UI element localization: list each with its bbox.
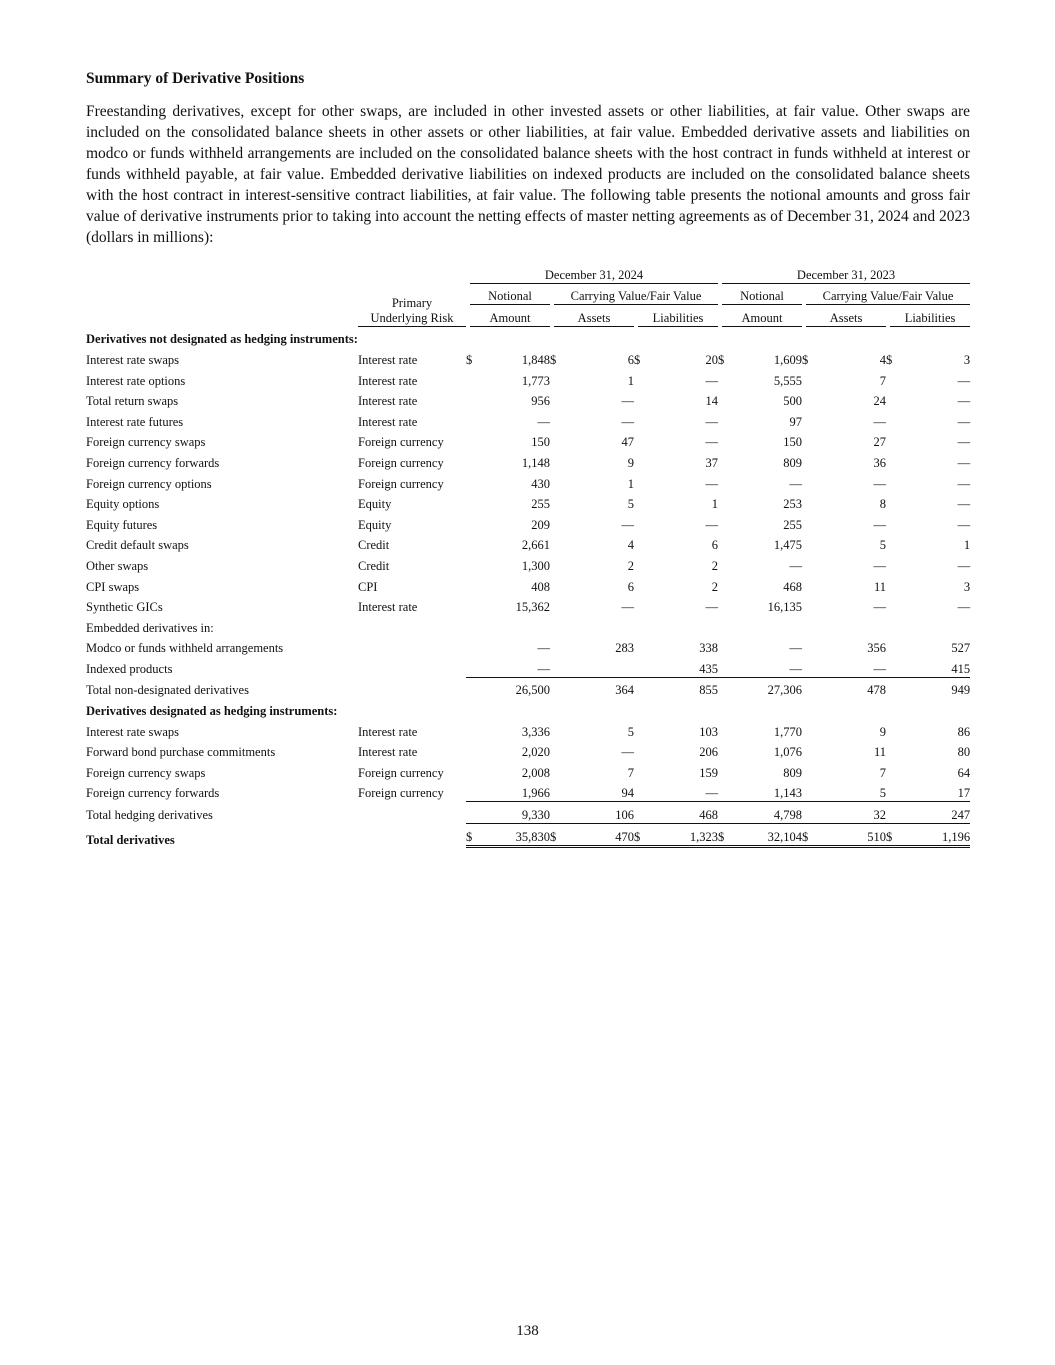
dollar-sign: $: [718, 823, 722, 848]
value-a23: 5: [879, 786, 887, 801]
value-n24: 26,500: [470, 677, 550, 699]
value-l24: 20: [705, 352, 719, 367]
value-n24: 2,008: [521, 765, 550, 780]
row-risk: [358, 823, 466, 848]
value-a24: 6: [627, 579, 634, 594]
value-l23: —: [957, 435, 971, 450]
derivative-row: [86, 553, 970, 574]
value-a24: 4: [627, 538, 634, 553]
value-a24: 1: [627, 476, 634, 491]
derivative-row: [86, 409, 970, 430]
value-l24: 159: [699, 765, 719, 780]
value-l23: 86: [957, 724, 971, 739]
dollar-sign: $: [718, 352, 725, 367]
row-label: CPI swaps: [86, 579, 140, 594]
value-a23: 356: [867, 641, 887, 656]
header-row-1: [86, 284, 970, 306]
row-risk: Interest rate: [358, 745, 418, 760]
value-a24: —: [621, 414, 634, 429]
embedded-row: [86, 656, 970, 677]
row-risk: [358, 636, 466, 657]
total-non-designated-row: [86, 677, 970, 699]
row-label: Synthetic GICs: [86, 600, 163, 615]
section-not-designated: [86, 327, 970, 348]
derivative-row: [86, 533, 970, 554]
intro-paragraph: Freestanding derivatives, except for other swaps, are included in other invested assets or other liabilities, at fair value. Other swaps are included on the consolidated balance sheets in other assets or other liabilities, at fair value. Embedded derivative assets and liabilities on modco or funds withheld arrangements are included on the consolidated balance sheets with the host contract in funds withheld at interest or funds withheld payable, at fair value. Embedded derivative liabilities on indexed products are included on the consolidated balance sheets with the host contract in interest-sensitive contract liabilities, at fair value. The following table presents the notional amounts and gross fair value of derivative instruments prior to taking into account the netting effects of master netting agreements as of December 31, 2024 and 2023 (dollars in millions):: [86, 103, 970, 246]
value-a24: 106: [554, 801, 634, 823]
value-n24: 150: [531, 435, 550, 450]
derivative-row: [86, 430, 970, 451]
value-a24: —: [621, 517, 634, 532]
value-n24: —: [537, 661, 550, 676]
value-n24: 1,966: [521, 786, 550, 801]
amount-header-2024: Amount: [470, 305, 550, 327]
value-a23: —: [873, 414, 887, 429]
value-n23: 1,770: [773, 724, 803, 739]
value-n23: 16,135: [767, 600, 803, 615]
value-l23: 527: [951, 641, 971, 656]
carrying-header-2023: Carrying Value/Fair Value: [806, 284, 970, 306]
row-label: Interest rate swaps: [86, 724, 180, 739]
value-n24: —: [537, 414, 550, 429]
header-row-2: [86, 305, 970, 327]
value-l24: 1: [711, 497, 719, 512]
value-a24: 2: [627, 558, 634, 573]
dollar-sign: $: [550, 352, 557, 367]
value-a24: 6: [627, 352, 634, 367]
value-a23: 11: [873, 745, 887, 760]
value-n23: 1,609: [773, 352, 803, 367]
header-row-period: [86, 262, 970, 284]
dollar-sign: $: [802, 823, 806, 848]
dollar-sign: $: [466, 352, 473, 367]
row-risk: Equity: [358, 517, 392, 532]
value-a24: 9: [627, 455, 634, 470]
value-n24: 2,661: [521, 538, 550, 553]
value-n24: 430: [531, 476, 550, 491]
value-a23: —: [873, 558, 887, 573]
value-n23: 468: [783, 579, 803, 594]
amount-header-2023: Amount: [722, 305, 802, 327]
row-label: Equity futures: [86, 517, 158, 532]
value-l24: 6: [711, 538, 719, 553]
value-a23: 8: [879, 497, 887, 512]
hedging-row: [86, 781, 970, 802]
value-a23: —: [873, 600, 887, 615]
value-n24: 255: [531, 497, 550, 512]
value-a23: —: [873, 476, 887, 491]
value-n23: 97: [789, 414, 803, 429]
section-label: Derivatives designated as hedging instruments:: [86, 704, 338, 719]
assets-header-2023: Assets: [806, 305, 886, 327]
value-l24: —: [705, 786, 719, 801]
value-l23: —: [957, 373, 971, 388]
row-risk: Interest rate: [358, 373, 418, 388]
value-l23: 80: [957, 745, 971, 760]
liabilities-header-2023: Liabilities: [890, 305, 970, 327]
section-heading: Summary of Derivative Positions: [86, 70, 305, 87]
value-n24: 1,148: [521, 455, 550, 470]
row-label: Total return swaps: [86, 394, 179, 409]
value-l23: —: [957, 455, 971, 470]
value-a24: 364: [554, 677, 634, 699]
row-label: Credit default swaps: [86, 538, 189, 553]
value-n24: 209: [531, 517, 550, 532]
row-risk: Foreign currency: [358, 435, 444, 450]
derivative-row: [86, 368, 970, 389]
row-risk: Interest rate: [358, 414, 418, 429]
embedded-row: [86, 636, 970, 657]
row-risk: Foreign currency: [358, 476, 444, 491]
row-risk: [358, 656, 466, 677]
value-l24: —: [705, 517, 719, 532]
derivative-row: [86, 512, 970, 533]
row-label: Foreign currency forwards: [86, 786, 220, 801]
total-derivatives-row: [86, 823, 970, 848]
derivative-row: [86, 389, 970, 410]
value-n23: —: [789, 641, 803, 656]
value-n23: —: [789, 558, 803, 573]
value-l24: —: [705, 476, 719, 491]
value-n23: —: [789, 661, 803, 676]
risk-header-line2: Underlying Risk: [358, 311, 466, 327]
value-a23: 7: [879, 373, 887, 388]
value-n24: 9,330: [470, 801, 550, 823]
value-n24: 956: [531, 394, 550, 409]
derivative-row: [86, 471, 970, 492]
value-n23: 27,306: [722, 677, 802, 699]
value-l23: 1,196: [890, 823, 970, 848]
value-l23: —: [957, 394, 971, 409]
row-label: Foreign currency swaps: [86, 435, 206, 450]
value-n24: 1,300: [521, 558, 550, 573]
value-a23: 7: [879, 765, 887, 780]
value-l23: 415: [951, 661, 971, 676]
value-l23: 949: [890, 677, 970, 699]
embedded-label: Embedded derivatives in:: [86, 620, 214, 635]
value-n23: —: [789, 476, 803, 491]
value-a23: 32: [806, 801, 886, 823]
assets-header-2024: Assets: [554, 305, 634, 327]
value-a23: 4: [879, 352, 887, 367]
row-label: Interest rate options: [86, 373, 186, 388]
value-l24: —: [705, 600, 719, 615]
value-a24: 5: [627, 724, 634, 739]
row-label: Total hedging derivatives: [86, 808, 213, 823]
embedded-header-row: [86, 615, 970, 636]
row-risk: CPI: [358, 579, 378, 594]
total-hedging-row: [86, 801, 970, 823]
section-label: Derivatives not designated as hedging instruments:: [86, 332, 358, 347]
row-risk: Foreign currency: [358, 786, 444, 801]
value-l23: 247: [890, 801, 970, 823]
value-l24: 1,323: [638, 823, 718, 848]
value-n23: 4,798: [722, 801, 802, 823]
row-label: Foreign currency swaps: [86, 765, 206, 780]
row-label: Other swaps: [86, 558, 149, 573]
value-a23: 478: [806, 677, 886, 699]
risk-header-line1: Primary: [391, 295, 433, 310]
value-n24: 35,830: [470, 823, 550, 848]
derivative-row: [86, 492, 970, 513]
hedging-row: [86, 760, 970, 781]
carrying-header-2024: Carrying Value/Fair Value: [554, 284, 718, 306]
value-a23: 510: [806, 823, 886, 848]
notional-header-2023: Notional: [722, 284, 802, 306]
value-l23: —: [957, 600, 971, 615]
value-l24: 206: [699, 745, 719, 760]
value-n24: 3,336: [521, 724, 550, 739]
value-a23: 9: [879, 724, 887, 739]
value-a24: 470: [554, 823, 634, 848]
value-n23: 253: [783, 497, 803, 512]
hedging-row: [86, 719, 970, 740]
dollar-sign: $: [886, 823, 890, 848]
value-a24: 5: [627, 497, 634, 512]
section-designated: [86, 698, 970, 719]
row-label: Indexed products: [86, 661, 173, 676]
value-a24: 47: [621, 435, 634, 450]
value-a24: 1: [627, 373, 634, 388]
row-risk: Foreign currency: [358, 765, 444, 780]
period-2024-header: December 31, 2024: [470, 262, 718, 284]
row-risk: [358, 677, 466, 699]
value-n23: 150: [783, 435, 803, 450]
derivatives-table: [86, 262, 970, 848]
derivative-row: [86, 574, 970, 595]
value-l24: 468: [638, 801, 718, 823]
row-label: Interest rate swaps: [86, 352, 180, 367]
page-number: 138: [516, 1323, 539, 1339]
derivative-row: [86, 347, 970, 368]
value-a24: —: [621, 394, 634, 409]
dollar-sign: $: [886, 352, 893, 367]
value-a24: 7: [627, 765, 634, 780]
dollar-sign: $: [634, 823, 638, 848]
value-a23: 11: [873, 579, 887, 594]
value-l24: 2: [711, 579, 719, 594]
row-risk: Credit: [358, 558, 390, 573]
row-risk: Interest rate: [358, 600, 418, 615]
value-l24: 435: [699, 661, 719, 676]
value-a23: 27: [873, 435, 887, 450]
value-l23: 1: [963, 538, 971, 553]
liabilities-header-2024: Liabilities: [638, 305, 718, 327]
value-l24: 338: [699, 641, 719, 656]
dollar-sign: $: [550, 823, 554, 848]
notional-header-2024: Notional: [470, 284, 550, 306]
value-n23: 1,143: [773, 786, 803, 801]
hedging-row: [86, 740, 970, 761]
value-n23: 32,104: [722, 823, 802, 848]
value-n23: 5,555: [773, 373, 803, 388]
row-label: Interest rate futures: [86, 414, 184, 429]
dollar-sign: $: [634, 352, 641, 367]
row-risk: Interest rate: [358, 394, 418, 409]
row-risk: Interest rate: [358, 352, 418, 367]
value-a24: [554, 656, 634, 677]
value-a23: —: [873, 517, 887, 532]
value-l24: 14: [705, 394, 719, 409]
value-a23: —: [873, 661, 887, 676]
value-n24: 1,848: [521, 352, 550, 367]
value-l24: —: [705, 373, 719, 388]
value-l23: —: [957, 476, 971, 491]
row-risk: [358, 801, 466, 823]
value-l23: —: [957, 414, 971, 429]
value-a23: 5: [879, 538, 887, 553]
row-label: Foreign currency options: [86, 476, 212, 491]
value-n23: 1,076: [773, 745, 803, 760]
value-a23: 24: [873, 394, 887, 409]
value-l23: 17: [957, 786, 971, 801]
value-l24: —: [705, 435, 719, 450]
value-a24: 283: [615, 641, 634, 656]
value-a24: —: [621, 600, 634, 615]
risk-header: [358, 284, 466, 327]
row-label: Forward bond purchase commitments: [86, 745, 276, 760]
dollar-sign: $: [466, 823, 470, 848]
value-l23: 64: [957, 765, 971, 780]
value-l24: 2: [711, 558, 719, 573]
dollar-sign: $: [802, 352, 809, 367]
value-n23: 500: [783, 394, 803, 409]
row-label: Modco or funds withheld arrangements: [86, 641, 284, 656]
value-l23: —: [957, 517, 971, 532]
value-l24: 855: [638, 677, 718, 699]
period-2023-header: December 31, 2023: [722, 262, 970, 284]
row-risk: Credit: [358, 538, 390, 553]
value-n23: 809: [783, 455, 803, 470]
value-n23: 809: [783, 765, 803, 780]
value-l23: 3: [963, 352, 971, 367]
row-risk: Interest rate: [358, 724, 418, 739]
value-l23: —: [957, 497, 971, 512]
value-n24: 15,362: [515, 600, 550, 615]
derivative-row: [86, 595, 970, 616]
value-n24: 1,773: [521, 373, 550, 388]
value-l24: —: [705, 414, 719, 429]
row-label: Foreign currency forwards: [86, 455, 220, 470]
value-n24: 408: [531, 579, 550, 594]
value-n23: 1,475: [773, 538, 803, 553]
value-l24: 37: [705, 455, 719, 470]
row-label: Total non-designated derivatives: [86, 683, 249, 698]
value-n24: —: [537, 641, 550, 656]
value-l23: —: [957, 558, 971, 573]
row-label: Total derivatives: [86, 832, 175, 847]
value-a23: 36: [873, 455, 887, 470]
value-n24: 2,020: [521, 745, 550, 760]
row-risk: Equity: [358, 497, 392, 512]
value-a24: —: [621, 745, 634, 760]
value-l24: 103: [699, 724, 719, 739]
value-l23: 3: [963, 579, 971, 594]
value-a24: 94: [621, 786, 634, 801]
row-label: Equity options: [86, 497, 160, 512]
value-n23: 255: [783, 517, 803, 532]
derivative-row: [86, 450, 970, 471]
row-risk: Foreign currency: [358, 455, 444, 470]
